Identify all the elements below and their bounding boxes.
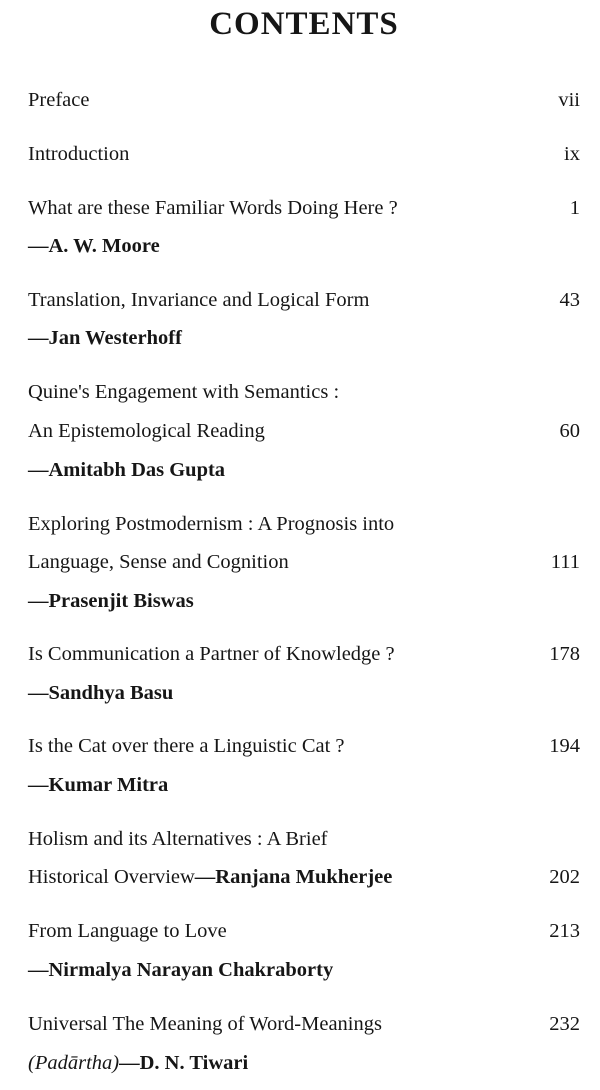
entry-title: Introduction xyxy=(28,143,130,165)
page-number: 194 xyxy=(549,735,580,757)
entry-author: —Amitabh Das Gupta xyxy=(28,459,226,481)
entry-author: —Kumar Mitra xyxy=(28,774,169,796)
entry-author: —A. W. Moore xyxy=(28,235,160,257)
entry-title-with-author xyxy=(28,1053,248,1074)
entry-author: —Jan Westerhoff xyxy=(28,327,182,349)
page-number: vii xyxy=(558,89,580,111)
entry-title: Is the Cat over there a Linguistic Cat ? xyxy=(28,735,345,757)
entry-author: —Nirmalya Narayan Chakraborty xyxy=(28,959,334,981)
entry-title: Language, Sense and Cognition xyxy=(28,551,289,573)
entry-title-with-author xyxy=(28,867,392,888)
entry-title: Exploring Postmodernism : A Prognosis into xyxy=(28,513,395,535)
entry-title: Is Communication a Partner of Knowledge ? xyxy=(28,643,395,665)
page-number: 111 xyxy=(550,551,580,573)
page-number: 60 xyxy=(559,420,580,442)
entry-title-italic: (Padārtha) xyxy=(28,1052,120,1074)
page-number: 213 xyxy=(549,920,580,942)
page-number: 232 xyxy=(549,1013,580,1035)
page-number: 178 xyxy=(549,643,580,665)
entry-title: Quine's Engagement with Semantics : xyxy=(28,381,340,403)
page-number: 202 xyxy=(549,866,580,888)
entry-author: —Ranjana Mukherjee xyxy=(194,866,393,888)
page-title: CONTENTS xyxy=(209,6,399,42)
entry-author: —Sandhya Basu xyxy=(28,682,174,704)
entry-title: Translation, Invariance and Logical Form xyxy=(28,289,370,311)
page-number: ix xyxy=(564,143,580,165)
entry-title: Universal The Meaning of Word-Meanings xyxy=(28,1013,382,1035)
page-number: 1 xyxy=(569,197,580,219)
entry-author: —Prasenjit Biswas xyxy=(28,590,194,612)
entry-author: —D. N. Tiwari xyxy=(119,1052,249,1074)
page-number: 43 xyxy=(559,289,580,311)
entry-title: Preface xyxy=(28,89,90,111)
entry-title: Holism and its Alternatives : A Brief xyxy=(28,828,328,850)
entry-title: From Language to Love xyxy=(28,920,227,942)
entry-title: An Epistemological Reading xyxy=(28,420,265,442)
entry-title: Historical Overview xyxy=(28,866,195,888)
entry-title: What are these Familiar Words Doing Here ? xyxy=(28,197,398,219)
